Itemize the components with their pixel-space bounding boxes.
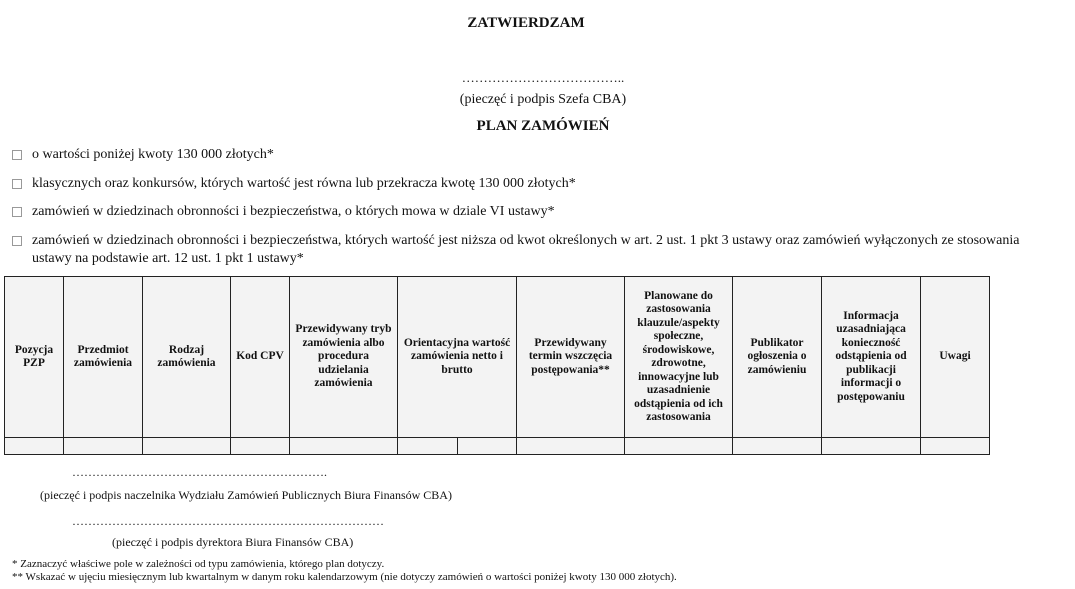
table-cell[interactable] (822, 438, 921, 455)
column-header: Publikator ogłoszenia o zamówieniu (733, 277, 822, 438)
column-header: Przewidywany tryb zamówienia albo procedura udzielania zamówienia (290, 277, 398, 438)
table-cell-brutto[interactable] (458, 438, 517, 455)
checkbox[interactable] (12, 207, 22, 217)
signature-caption-director: (pieczęć i podpis dyrektora Biura Finansów CBA) (112, 535, 354, 549)
checkbox[interactable] (12, 179, 22, 189)
footnote-double-asterisk: ** Wskazać w ujęciu miesięcznym lub kwartalnym w danym roku kalendarzowym (nie dotyczy zamówień o wartości poniżej kwoty 130 000 złotych). (12, 571, 677, 583)
table-cell-netto[interactable] (398, 438, 458, 455)
table-cell[interactable] (625, 438, 733, 455)
table-cell[interactable] (290, 438, 398, 455)
column-header: Uwagi (921, 277, 990, 438)
column-header: Planowane do zastosowania klauzule/aspekty społeczne, środowiskowe, zdrowotne, innowacyjne lub uzasadnienie odstąpienia od ich zastosowania (625, 277, 733, 438)
approval-heading: ZATWIERDZAM (467, 15, 585, 31)
table-header-row (5, 277, 990, 438)
checkbox[interactable] (12, 236, 22, 246)
column-header: Kod CPV (231, 277, 290, 438)
checkbox[interactable] (12, 150, 22, 160)
option-label: zamówień w dziedzinach obronności i bezpieczeństwa, o których mowa w dziale VI ustawy* (32, 204, 555, 219)
signature-line: ……………………………….. (461, 70, 625, 85)
column-header: Informacja uzasadniająca konieczność odstąpienia od publikacji informacji o postępowaniu (822, 277, 921, 438)
option-label: o wartości poniżej kwoty 130 000 złotych* (32, 147, 274, 162)
signature-caption-department-head: (pieczęć i podpis naczelnika Wydziału Zamówień Publicznych Biura Finansów CBA) (40, 488, 452, 502)
option-label: klasycznych oraz konkursów, których wartość jest równa lub przekracza kwotę 130 000 złotych* (32, 176, 576, 191)
signature-line-director: …………………………………………………………………… (72, 514, 384, 528)
signature-line-department-head: ………………………………………………………. (72, 465, 327, 479)
footnote-single-asterisk: * Zaznaczyć właściwe pole w zależności od typu zamówienia, którego plan dotyczy. (12, 558, 385, 570)
column-header: Rodzaj zamówienia (143, 277, 231, 438)
table-cell[interactable] (64, 438, 143, 455)
procurement-plan-table (4, 276, 990, 455)
column-header: Przewidywany termin wszczęcia postępowania** (517, 277, 625, 438)
table-cell[interactable] (517, 438, 625, 455)
table-cell[interactable] (921, 438, 990, 455)
option-label: zamówień w dziedzinach obronności i bezpieczeństwa, których wartość jest niższa od kwot określonych w art. 2 ust. 1 pkt 3 ustawy oraz zamówień wyłączonych ze stosowania ustawy na podstawie art. 12 ust. 1 pkt 1 ustawy* (32, 233, 1020, 266)
table-row (5, 438, 990, 455)
table-cell[interactable] (733, 438, 822, 455)
column-header: Orientacyjna wartość zamówienia netto i brutto (398, 277, 517, 438)
table-cell[interactable] (143, 438, 231, 455)
column-header: Przedmiot zamówienia (64, 277, 143, 438)
page-title: PLAN ZAMÓWIEŃ (476, 118, 610, 134)
column-header: Pozycja PZP (5, 277, 64, 438)
table-cell[interactable] (231, 438, 290, 455)
signature-caption: (pieczęć i podpis Szefa CBA) (459, 92, 627, 107)
table-cell[interactable] (5, 438, 64, 455)
